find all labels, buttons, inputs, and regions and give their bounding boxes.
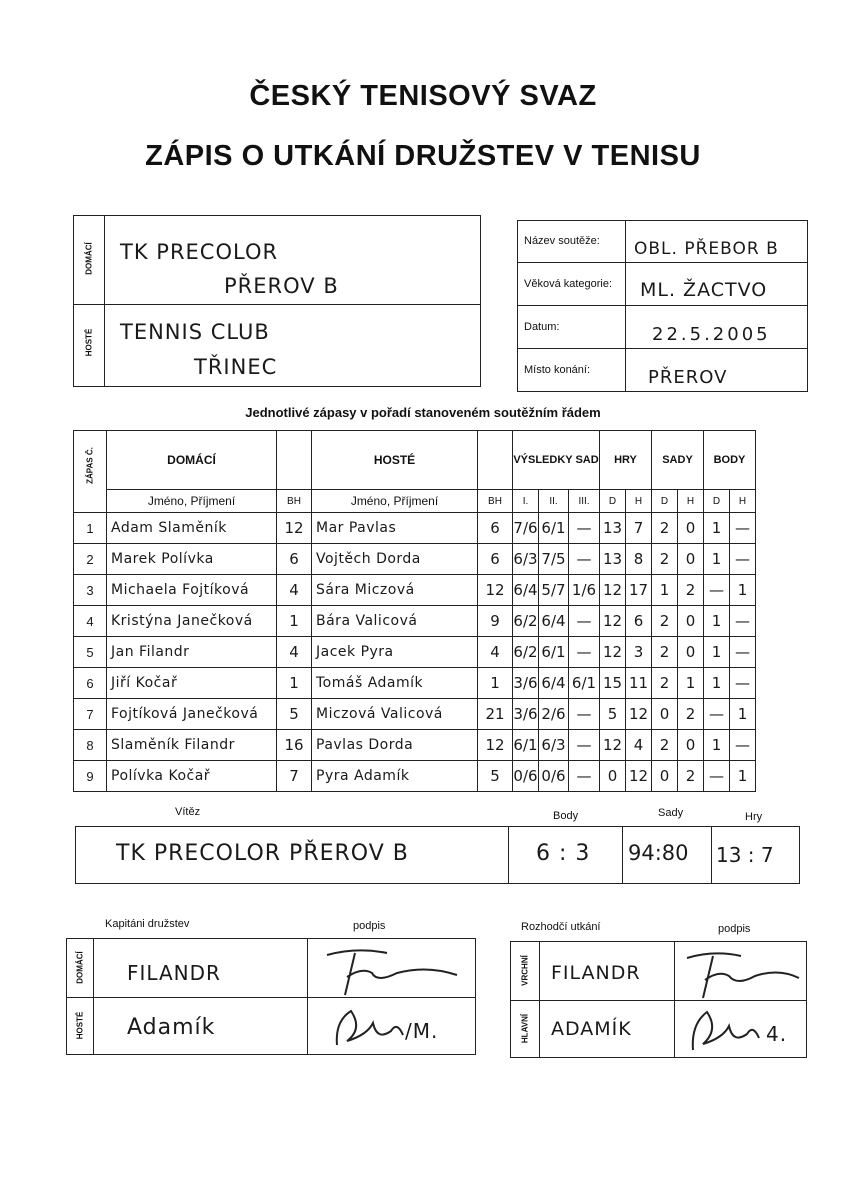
captain-away-name: Adamík <box>127 1015 216 1040</box>
referee-chief-signature <box>679 946 804 1001</box>
home-player: Slaměník Filandr <box>107 730 277 761</box>
home-header: DOMÁCÍ <box>107 431 277 490</box>
games-home: 13 <box>600 544 626 575</box>
away-header: HOSTÉ <box>312 431 478 490</box>
home-player: Fojtíková Janečková <box>107 699 277 730</box>
games-away: 12 <box>626 699 652 730</box>
points-home: 1 <box>704 730 730 761</box>
winner-label: Vítěz <box>175 806 201 818</box>
away-bh: 9 <box>478 606 513 637</box>
points-home: 1 <box>704 606 730 637</box>
captain-home-signature <box>317 943 467 998</box>
games-home: 12 <box>600 637 626 668</box>
table-row <box>74 730 756 761</box>
date-value: 22.5.2005 <box>652 324 771 345</box>
points-home: — <box>704 575 730 606</box>
table-row <box>74 513 756 544</box>
captain-away-signature <box>317 1001 467 1053</box>
points-label: Body <box>553 810 579 822</box>
points-d-subheader: D <box>704 490 730 513</box>
sets-away: 2 <box>678 761 704 792</box>
away-player: Pyra Adamík <box>312 761 478 792</box>
games-away: 8 <box>626 544 652 575</box>
sets-home: 1 <box>652 575 678 606</box>
games-d-subheader: D <box>600 490 626 513</box>
table-row <box>74 575 756 606</box>
games-away: 17 <box>626 575 652 606</box>
points-away: — <box>730 513 756 544</box>
set2-score: 6/1 <box>539 637 569 668</box>
home-tag: DOMÁCÍ <box>84 242 94 275</box>
sets-header: SADY <box>652 431 704 490</box>
result-box <box>75 826 800 884</box>
sets-home: 2 <box>652 668 678 699</box>
set3-score: — <box>569 637 600 668</box>
games-away: 6 <box>626 606 652 637</box>
results-header: VÝSLEDKY SAD <box>513 431 600 490</box>
date-label: Datum: <box>524 321 560 333</box>
home-player: Jiří Kočař <box>107 668 277 699</box>
match-number: 5 <box>74 637 107 668</box>
match-number: 6 <box>74 668 107 699</box>
captain-away-signature-text: /M. <box>405 1019 439 1043</box>
away-player: Tomáš Adamík <box>312 668 478 699</box>
set3-score: — <box>569 606 600 637</box>
home-player: Kristýna Janečková <box>107 606 277 637</box>
home-bh: 12 <box>277 513 312 544</box>
set2-score: 6/3 <box>539 730 569 761</box>
away-team-line2: TŘINEC <box>194 355 278 379</box>
away-bh: 1 <box>478 668 513 699</box>
games-home: 15 <box>600 668 626 699</box>
captain-home-name: FILANDR <box>127 961 221 985</box>
set2-score: 6/1 <box>539 513 569 544</box>
match-no-header: ZÁPAS Č. <box>85 447 95 484</box>
set1-subheader: I. <box>513 490 539 513</box>
away-player: Pavlas Dorda <box>312 730 478 761</box>
sets-home: 2 <box>652 637 678 668</box>
match-number: 2 <box>74 544 107 575</box>
sets-home: 2 <box>652 730 678 761</box>
table-row <box>74 637 756 668</box>
set3-score: — <box>569 761 600 792</box>
form-title: ZÁPIS O UTKÁNÍ DRUŽSTEV V TENISU <box>145 140 701 172</box>
set2-score: 7/5 <box>539 544 569 575</box>
category-value: ML. ŽACTVO <box>640 279 768 301</box>
away-bh: 6 <box>478 513 513 544</box>
away-bh: 12 <box>478 730 513 761</box>
set2-subheader: II. <box>539 490 569 513</box>
home-bh: 1 <box>277 668 312 699</box>
home-player: Michaela Fojtíková <box>107 575 277 606</box>
games-header: HRY <box>600 431 652 490</box>
table-row <box>74 761 756 792</box>
match-number: 3 <box>74 575 107 606</box>
home-bh: 6 <box>277 544 312 575</box>
home-team-line1: TK PRECOLOR <box>120 240 279 264</box>
match-number: 9 <box>74 761 107 792</box>
sets-home: 2 <box>652 606 678 637</box>
match-number: 1 <box>74 513 107 544</box>
winner-value: TK PRECOLOR PŘEROV B <box>116 841 409 866</box>
home-player: Marek Polívka <box>107 544 277 575</box>
captains-label: Kapitáni družstev <box>105 918 190 930</box>
referee-chief-name: FILANDR <box>551 962 641 984</box>
games-away: 3 <box>626 637 652 668</box>
captains-box <box>66 938 476 1055</box>
home-bh: 4 <box>277 637 312 668</box>
home-bh: 4 <box>277 575 312 606</box>
home-bh-subheader: BH <box>277 490 312 513</box>
points-home: 1 <box>704 513 730 544</box>
sets-home: 0 <box>652 761 678 792</box>
sets-away: 1 <box>678 668 704 699</box>
set2-score: 5/7 <box>539 575 569 606</box>
away-player: Vojtěch Dorda <box>312 544 478 575</box>
matches-table <box>73 430 756 792</box>
federation-title: ČESKÝ TENISOVÝ SVAZ <box>249 80 597 112</box>
referee-main-tag: HLAVNÍ <box>520 1013 530 1044</box>
teams-box <box>73 215 481 387</box>
set3-score: 6/1 <box>569 668 600 699</box>
games-home: 12 <box>600 575 626 606</box>
table-row <box>74 668 756 699</box>
set1-score: 3/6 <box>513 699 539 730</box>
category-label: Věková kategorie: <box>524 278 613 290</box>
referees-label: Rozhodčí utkání <box>521 921 601 933</box>
games-home: 0 <box>600 761 626 792</box>
captains-sign-label: podpis <box>353 920 386 932</box>
referee-main-name: ADAMÍK <box>551 1018 632 1040</box>
set1-score: 0/6 <box>513 761 539 792</box>
sets-away: 0 <box>678 606 704 637</box>
home-player: Jan Filandr <box>107 637 277 668</box>
table-row <box>74 606 756 637</box>
home-bh: 5 <box>277 699 312 730</box>
set1-score: 6/2 <box>513 606 539 637</box>
sets-d-subheader: D <box>652 490 678 513</box>
points-away: — <box>730 544 756 575</box>
sets-home: 2 <box>652 513 678 544</box>
points-away: — <box>730 637 756 668</box>
sets-home: 2 <box>652 544 678 575</box>
referee-chief-tag: VRCHNÍ <box>520 955 530 986</box>
set3-score: — <box>569 513 600 544</box>
games-away: 12 <box>626 761 652 792</box>
home-player: Adam Slaměník <box>107 513 277 544</box>
home-name-subheader: Jméno, Příjmení <box>107 490 277 513</box>
match-number: 4 <box>74 606 107 637</box>
table-row <box>74 544 756 575</box>
games-home: 12 <box>600 606 626 637</box>
away-player: Mar Pavlas <box>312 513 478 544</box>
set3-score: — <box>569 544 600 575</box>
set1-score: 6/3 <box>513 544 539 575</box>
set2-score: 6/4 <box>539 668 569 699</box>
home-player: Polívka Kočař <box>107 761 277 792</box>
games-home: 5 <box>600 699 626 730</box>
set1-score: 6/2 <box>513 637 539 668</box>
venue-value: PŘEROV <box>648 367 728 388</box>
points-away: 1 <box>730 761 756 792</box>
competition-label: Název soutěže: <box>524 235 600 247</box>
points-away: — <box>730 730 756 761</box>
away-tag: HOSTÉ <box>84 328 94 357</box>
set3-score: — <box>569 699 600 730</box>
sets-away: 2 <box>678 575 704 606</box>
sets-away: 0 <box>678 730 704 761</box>
points-away: — <box>730 606 756 637</box>
info-box <box>517 220 808 392</box>
referees-sign-label: podpis <box>718 923 751 935</box>
away-bh: 5 <box>478 761 513 792</box>
points-away: 1 <box>730 575 756 606</box>
points-header: BODY <box>704 431 756 490</box>
sets-h-subheader: H <box>678 490 704 513</box>
set3-score: 1/6 <box>569 575 600 606</box>
away-player: Sára Miczová <box>312 575 478 606</box>
points-home: 1 <box>704 668 730 699</box>
match-number: 7 <box>74 699 107 730</box>
away-bh: 4 <box>478 637 513 668</box>
set2-score: 2/6 <box>539 699 569 730</box>
points-away: — <box>730 668 756 699</box>
set1-score: 6/4 <box>513 575 539 606</box>
sets-away: 0 <box>678 513 704 544</box>
points-away: 1 <box>730 699 756 730</box>
sets-value: 94:80 <box>628 841 689 865</box>
sets-label: Sady <box>658 807 684 819</box>
referee-main-signature <box>679 1004 779 1056</box>
games-home: 13 <box>600 513 626 544</box>
venue-label: Místo konání: <box>524 364 591 376</box>
sets-away: 2 <box>678 699 704 730</box>
set1-score: 3/6 <box>513 668 539 699</box>
referees-box <box>510 941 807 1058</box>
away-bh: 21 <box>478 699 513 730</box>
away-name-subheader: Jméno, Příjmení <box>312 490 478 513</box>
set1-score: 7/6 <box>513 513 539 544</box>
points-home: 1 <box>704 544 730 575</box>
set1-score: 6/1 <box>513 730 539 761</box>
home-bh: 1 <box>277 606 312 637</box>
captain-away-tag: HOSTÉ <box>75 1011 85 1040</box>
points-h-subheader: H <box>730 490 756 513</box>
referee-main-signature-text: 4. <box>766 1022 788 1046</box>
games-value: 13 : 7 <box>716 843 774 867</box>
matches-caption: Jednotlivé zápasy v pořadí stanoveném soutěžním řádem <box>245 405 601 420</box>
sets-away: 0 <box>678 637 704 668</box>
set2-score: 6/4 <box>539 606 569 637</box>
games-home: 12 <box>600 730 626 761</box>
competition-value: OBL. PŘEBOR B <box>634 239 779 259</box>
games-away: 7 <box>626 513 652 544</box>
home-team-line2: PŘEROV B <box>224 274 339 298</box>
points-home: 1 <box>704 637 730 668</box>
points-home: — <box>704 699 730 730</box>
away-player: Miczová Valicová <box>312 699 478 730</box>
captain-home-tag: DOMÁCÍ <box>75 951 85 984</box>
home-bh: 7 <box>277 761 312 792</box>
table-row <box>74 699 756 730</box>
set3-score: — <box>569 730 600 761</box>
away-team-line1: TENNIS CLUB <box>120 320 270 344</box>
away-player: Jacek Pyra <box>312 637 478 668</box>
games-away: 4 <box>626 730 652 761</box>
points-home: — <box>704 761 730 792</box>
points-value: 6 : 3 <box>536 841 591 866</box>
home-bh: 16 <box>277 730 312 761</box>
games-label: Hry <box>745 811 763 823</box>
away-bh: 12 <box>478 575 513 606</box>
away-bh: 6 <box>478 544 513 575</box>
set2-score: 0/6 <box>539 761 569 792</box>
match-number: 8 <box>74 730 107 761</box>
away-player: Bára Valicová <box>312 606 478 637</box>
set3-subheader: III. <box>569 490 600 513</box>
sets-away: 0 <box>678 544 704 575</box>
sets-home: 0 <box>652 699 678 730</box>
games-away: 11 <box>626 668 652 699</box>
away-bh-subheader: BH <box>478 490 513 513</box>
games-h-subheader: H <box>626 490 652 513</box>
